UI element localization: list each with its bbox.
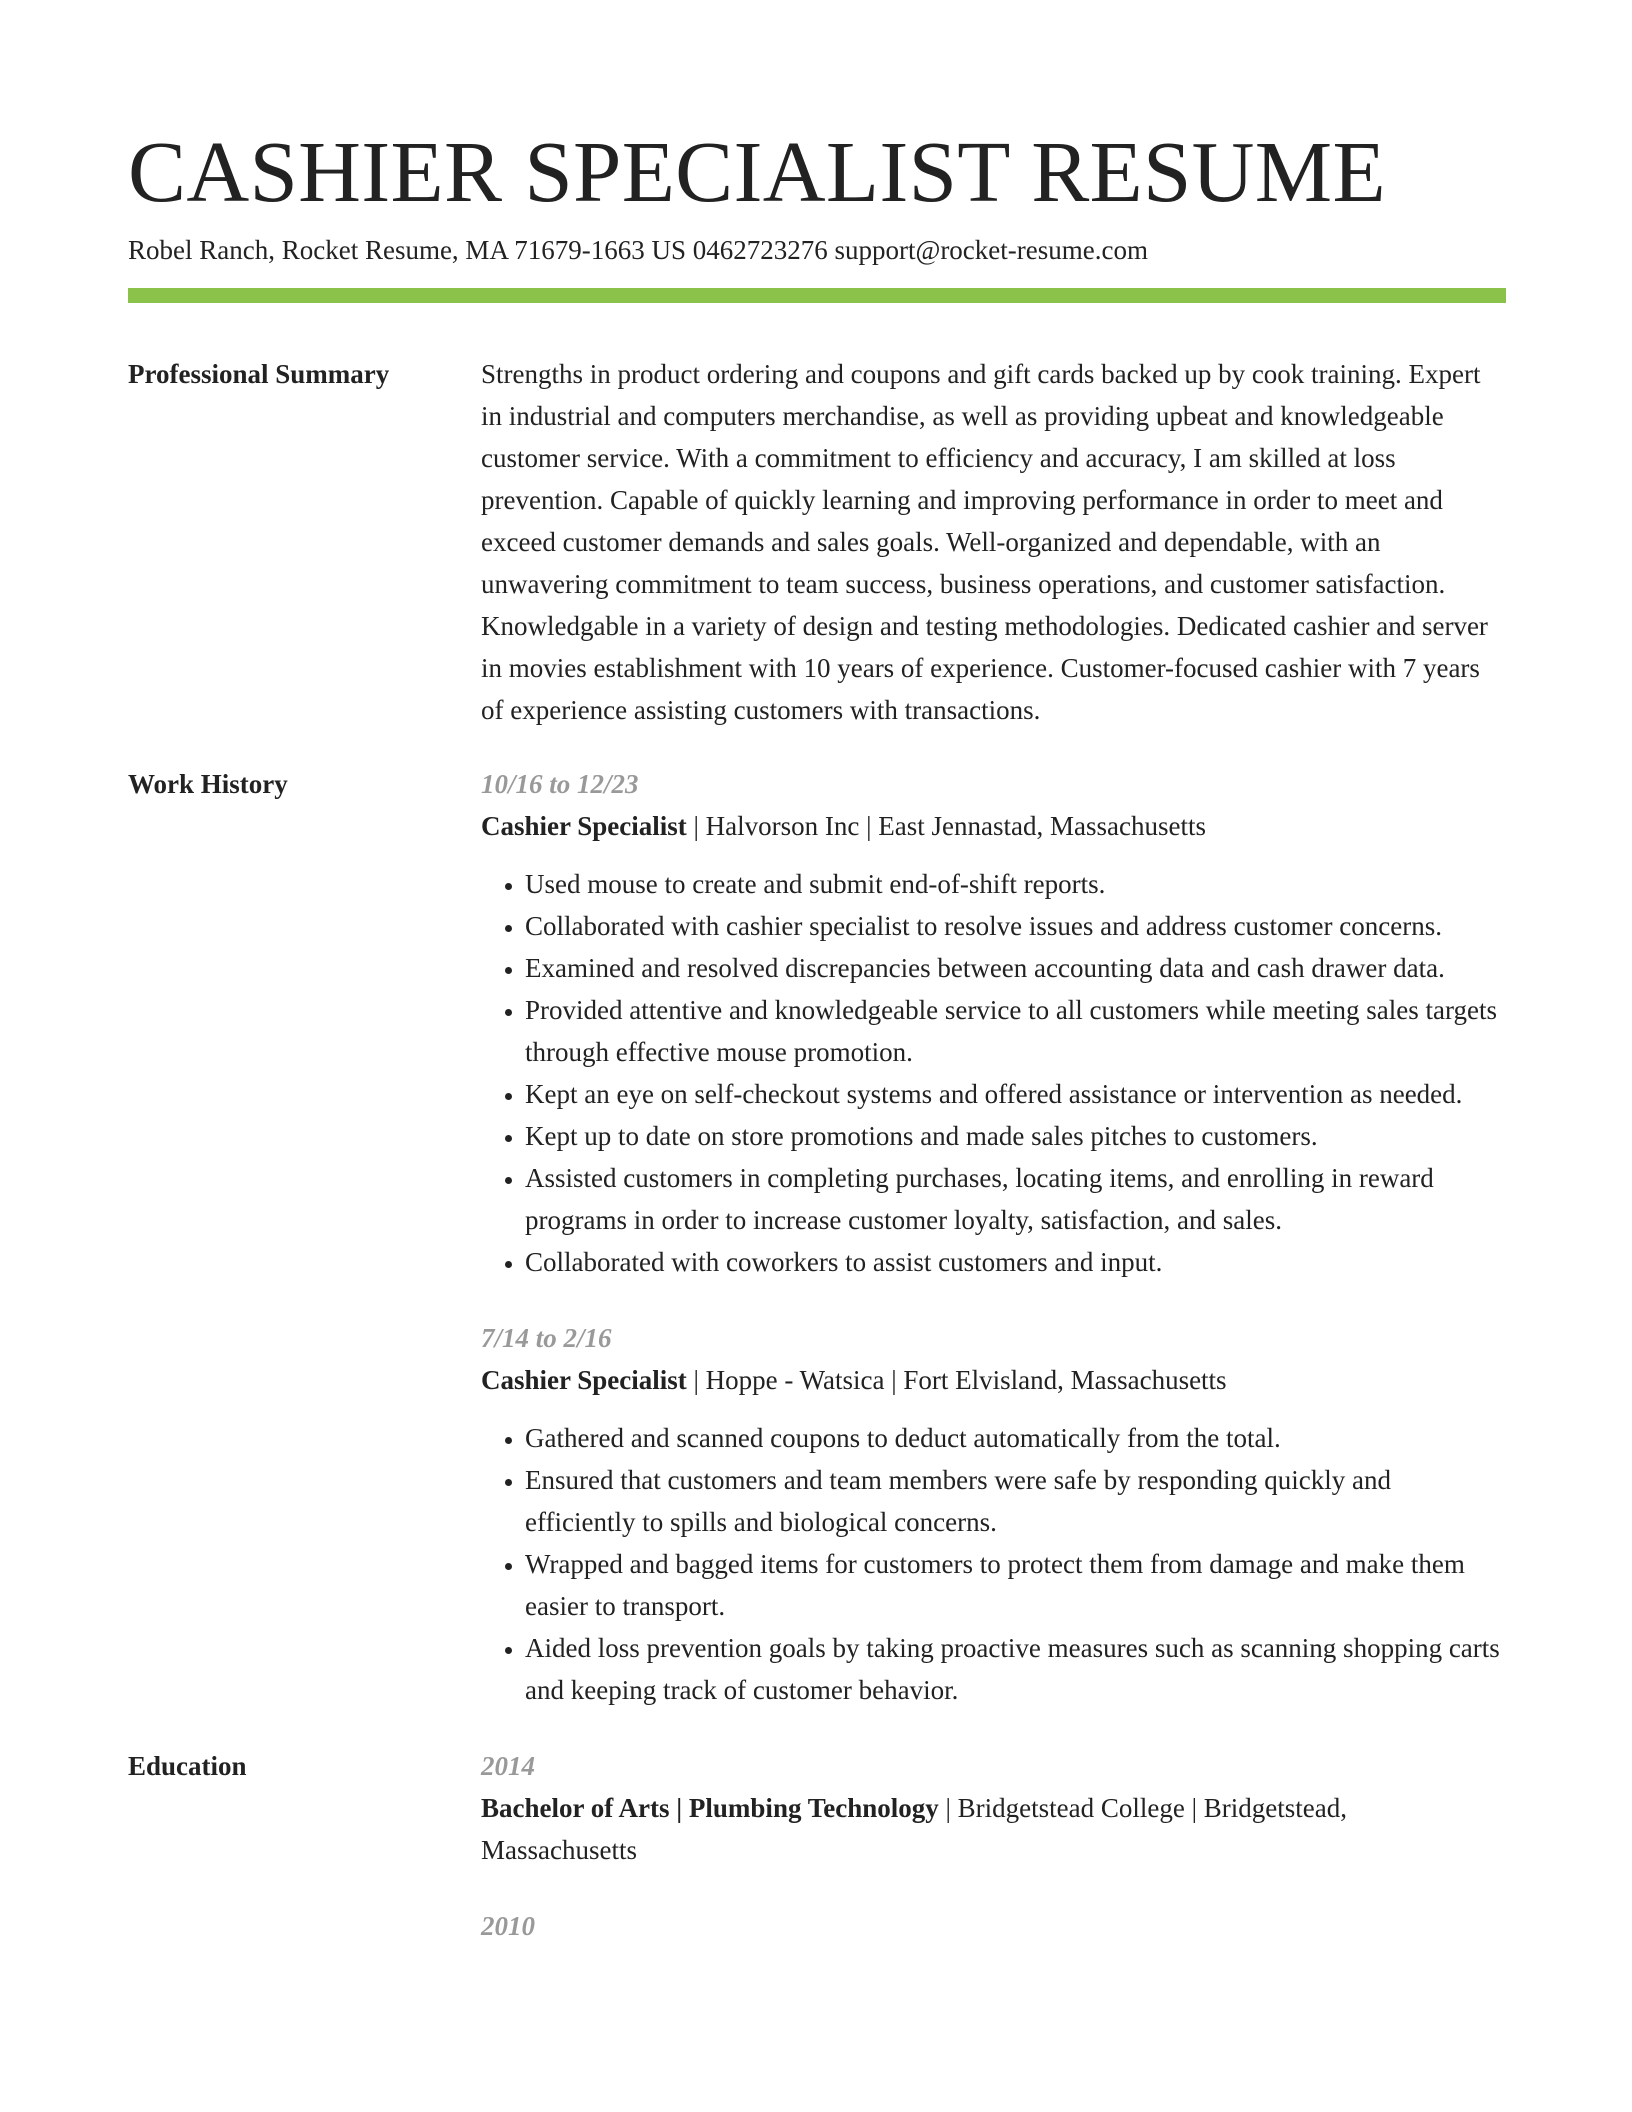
job-duty-item: • Assisted customers in completing purchases, locating items, and enrolling in reward programs in order to increase customer loyalty, satisfaction, and sales. [525,1157,1506,1241]
work-history-section [128,763,1506,1711]
resume-title: CASHIER SPECIALIST RESUME [128,123,1386,220]
education-school-location: | Bridgetstead College | Bridgetstead, Massachusetts [481,1793,1347,1865]
job-title-line [481,1359,1506,1401]
header-divider [128,288,1506,303]
job-role: Cashier Specialist [481,811,687,841]
education-degree: Bachelor of Arts | Plumbing Technology [481,1793,939,1823]
resume-page [128,0,1506,1947]
job-duty-item: • Wrapped and bagged items for customers to protect them from damage and make them easier to transport. [525,1543,1506,1627]
professional-summary-section [128,353,1506,731]
section-label-education: Education [128,1751,247,1781]
section-label-work-history: Work History [128,769,288,799]
education-entry [481,1745,1506,1871]
job-company-location: | Halvorson Inc | East Jennastad, Massachusetts [686,811,1206,841]
job-duty-item: • Kept an eye on self-checkout systems and offered assistance or intervention as needed. [525,1073,1506,1115]
education-section [128,1745,1506,1947]
job-title-line [481,805,1506,847]
job-duty-item: • Examined and resolved discrepancies between accounting data and cash drawer data. [525,947,1506,989]
job-duty-item: • Aided loss prevention goals by taking proactive measures such as scanning shopping carts and keeping track of customer behavior. [525,1627,1506,1711]
summary-text: Strengths in product ordering and coupons and gift cards backed up by cook training. Expert in industrial and computers merchandise, as well as providing upbeat and knowledgeable customer service. With a commitment to efficiency and accuracy, I am skilled at loss prevention. Capable of quickly learning and improving performance in order to meet and exceed customer demands and sales goals. Well-organized and dependable, with an unwavering commitment to team success, business operations, and customer satisfaction. Knowledgable in a variety of design and testing methodologies. Dedicated cashier and server in movies establishment with 10 years of experience. Customer-focused cashier with 7 years of experience assisting customers with transactions. [481,359,1488,725]
education-degree-line [481,1787,1506,1871]
education-date: 2014 [481,1751,535,1781]
job-duties-list [481,863,1506,1283]
education-body [481,1745,1506,1947]
job-entry [481,1317,1506,1711]
job-duty-item: • Kept up to date on store promotions and made sales pitches to customers. [525,1115,1506,1157]
contact-line: Robel Ranch, Rocket Resume, MA 71679-1663 US 0462723276 support@rocket-resume.com [128,235,1148,265]
work-history-body [481,763,1506,1711]
job-duty-item: • Collaborated with cashier specialist to resolve issues and address customer concerns. [525,905,1506,947]
section-label-summary: Professional Summary [128,359,390,389]
job-company-location: | Hoppe - Watsica | Fort Elvisland, Massachusetts [686,1365,1227,1395]
job-role: Cashier Specialist [481,1365,687,1395]
job-duty-item: • Gathered and scanned coupons to deduct automatically from the total. [525,1417,1506,1459]
job-dates: 10/16 to 12/23 [481,769,639,799]
job-entry [481,763,1506,1283]
education-date: 2010 [481,1911,535,1941]
job-duty-item: • Used mouse to create and submit end-of-shift reports. [525,863,1506,905]
summary-body [481,353,1506,731]
job-duties-list [481,1417,1506,1711]
education-entry [481,1905,1506,1947]
job-dates: 7/14 to 2/16 [481,1323,612,1353]
job-duty-item: • Ensured that customers and team members were safe by responding quickly and efficiently to spills and biological concerns. [525,1459,1506,1543]
job-duty-item: • Collaborated with coworkers to assist customers and input. [525,1241,1506,1283]
job-duty-item: • Provided attentive and knowledgeable service to all customers while meeting sales targets through effective mouse promotion. [525,989,1506,1073]
